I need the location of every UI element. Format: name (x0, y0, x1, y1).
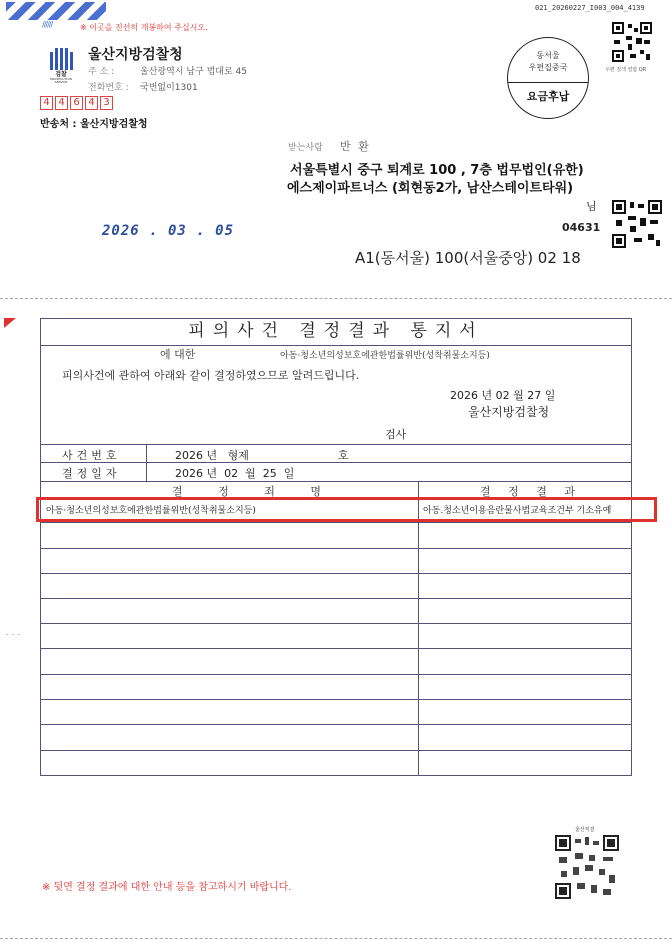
document-number: 021_20260227_I003_004_4139 (535, 4, 645, 12)
decision-result: 아동.청소년이용음란물사범교육조건부 기소유예 (423, 506, 612, 516)
open-notice: ※ 이곳을 진선히 개봉하여 주십시오. (80, 23, 208, 32)
address-label: 주 소 : (88, 67, 115, 77)
decision-date-value: 2026 년 02 월 25 일 (175, 467, 295, 480)
phone-label: 전화번호 : (88, 83, 129, 93)
phone-value: 국번없이1301 (140, 83, 198, 93)
table-border (40, 648, 632, 649)
qr-code-icon (612, 22, 652, 62)
table-border (40, 724, 632, 725)
zip-digit: 4 (55, 96, 68, 110)
notice-body: 피의사건에 관하여 아래와 같이 결정하였으므로 알려드립니다. (62, 369, 360, 382)
slash-marks: ////// (42, 20, 53, 29)
table-border (40, 522, 632, 523)
result-column-header: 결 정 결 과 (480, 485, 582, 498)
corner-marker (4, 318, 16, 328)
qr-caption-bottom: 울산직결 (575, 827, 595, 833)
recipient-zip: 04631 (562, 221, 601, 234)
qr-caption: 우편 검색 열람 QR (605, 67, 647, 73)
case-number-suffix: 호 (338, 449, 349, 462)
recipient-address-line2: 에스제이파트너스 (회현동2가, 남산스테이트타워) (287, 181, 574, 196)
logo-text: 검찰 (55, 71, 67, 78)
table-border (40, 481, 632, 482)
table-divider (418, 481, 419, 776)
prosecution-logo (44, 48, 78, 88)
perforation-line (0, 298, 672, 299)
table-border (40, 548, 632, 549)
table-border (40, 598, 632, 599)
logo-subtext: PROSECUTION SERVICE (50, 77, 72, 85)
stamp-line3: 요금후납 (526, 90, 570, 103)
table-border (40, 573, 632, 574)
return-mark: 반 환 (340, 140, 371, 153)
notice-title: 피의사건 결정결과 통지서 (40, 318, 632, 346)
recipient-label: 받는사람 (288, 143, 323, 153)
return-address: 반송처 : 울산지방검찰청 (40, 119, 148, 130)
regarding-label: 에 대한 (160, 348, 196, 361)
table-border (40, 674, 632, 675)
table-border (40, 462, 632, 463)
zip-digit: 6 (70, 96, 83, 110)
case-number-value: 2026 년 형제 (175, 449, 249, 462)
sender-address (88, 64, 247, 77)
recipient-address-line1: 서울특별시 중구 퇴계로 100 , 7층 법무법인(유한) (290, 163, 584, 178)
table-border (40, 699, 632, 700)
notice-date: 2026 년 02 월 27 일 (450, 389, 556, 402)
sender-zip (40, 96, 113, 110)
table-border (40, 750, 632, 751)
notice-office: 울산지방검찰청 (468, 405, 550, 419)
stamp-line2: 우편집중국 (528, 63, 568, 72)
sender-phone (88, 80, 198, 93)
table-divider (146, 444, 147, 481)
zip-digit: 3 (100, 96, 113, 110)
sender-title: 울산지방검찰청 (88, 47, 183, 63)
table-border (40, 623, 632, 624)
decision-date-label: 결정일자 (62, 467, 121, 480)
qr-code-icon (612, 200, 662, 248)
fold-mark: - - - (6, 631, 22, 638)
footer-note: ※ 뒷면 결정 결과에 대한 안내 등을 참고하시기 바랍니다. (42, 882, 292, 893)
postage-stamp (507, 37, 589, 119)
crime-name: 아동·청소년의성보호에관한법률위반(성착취물소지등) (280, 351, 490, 361)
case-number-label: 사건번호 (62, 449, 121, 462)
charge-column-header: 결 정 죄 명 (172, 485, 337, 498)
zip-digit: 4 (40, 96, 53, 110)
honorific: 님 (586, 200, 597, 213)
table-border (40, 444, 632, 445)
zip-digit: 4 (85, 96, 98, 110)
address-value: 울산광역시 남구 법대로 45 (140, 67, 247, 77)
qr-code-icon (555, 835, 619, 899)
date-stamp: 2026 . 03 . 05 (102, 223, 235, 239)
stamp-line1: 동서울 (536, 51, 560, 60)
prosecutor-label: 검사 (385, 428, 407, 441)
routing-code: A1(동서울) 100(서울중앙) 02 18 (355, 249, 581, 267)
decided-charge: 아동·청소년의성보호에관한법률위반(성착취물소지등) (46, 506, 256, 516)
perforation-line (0, 938, 672, 939)
airmail-stripe (6, 2, 106, 20)
